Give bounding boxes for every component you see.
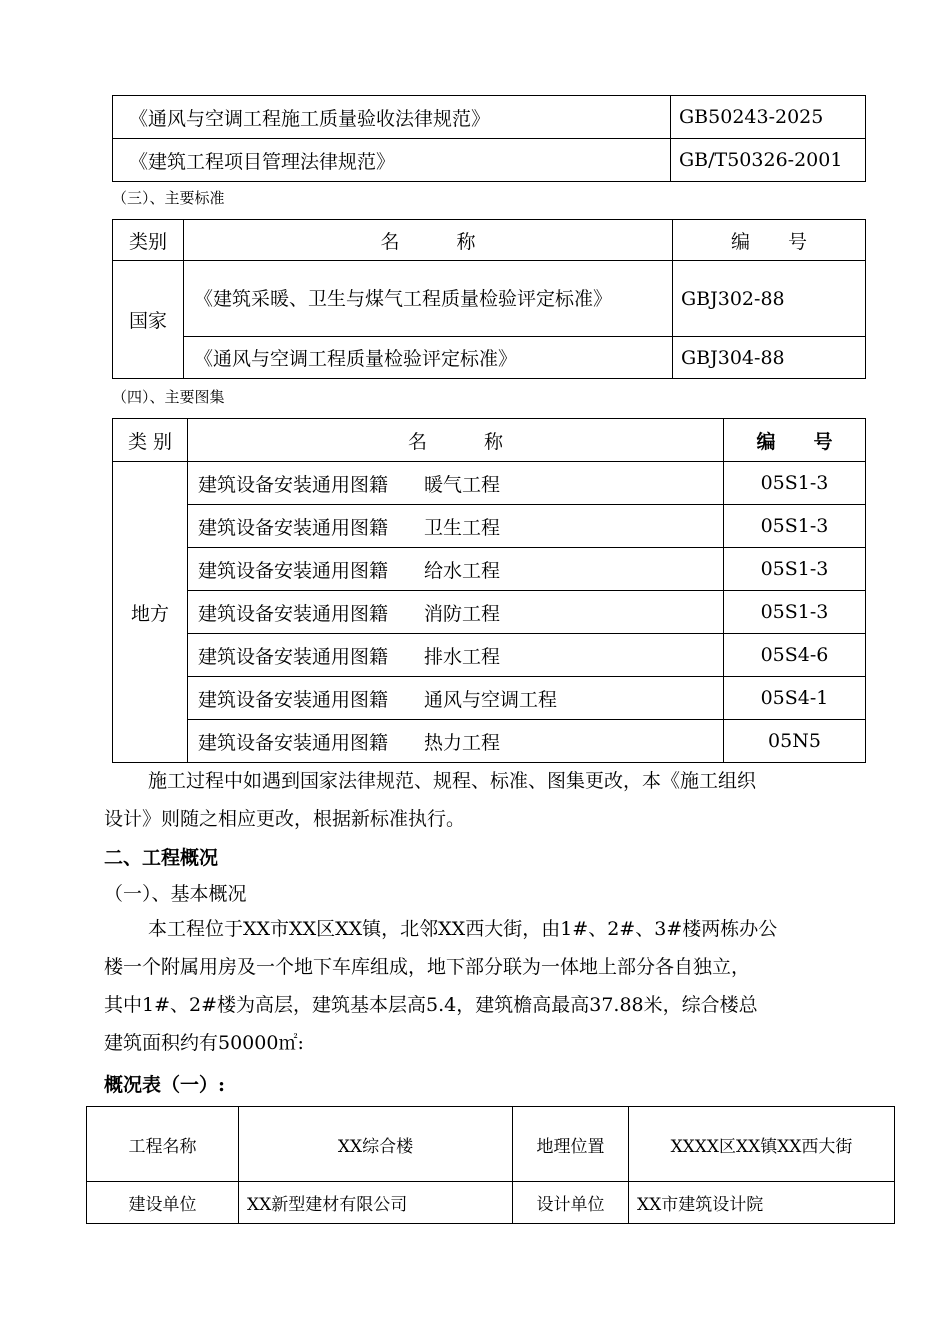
table-title: 概况表（一）:: [104, 1074, 226, 1096]
section4-title: （四）、主要图集: [112, 388, 225, 406]
table-header-row: [113, 419, 866, 462]
standard-name: 《通风与空调工程质量检验评定标准》: [184, 337, 673, 379]
overview-table: [86, 1106, 895, 1224]
table-header-row: [113, 220, 866, 261]
overview-line: 楼一个附属用房及一个地下车库组成，地下部分联为一体地上部分各自独立，: [104, 956, 751, 978]
table-row: [113, 261, 866, 337]
law-name: 《建筑工程项目管理法律规范》: [113, 139, 671, 182]
atlas-item: 给水工程: [424, 559, 501, 582]
change-note: [104, 762, 866, 838]
standard-code: GBJ304-88: [673, 337, 866, 379]
subsection-title: （一）、基本概况: [104, 883, 247, 905]
atlas-name: [188, 591, 724, 634]
atlas-item: 暖气工程: [424, 473, 501, 496]
category-cell: 国家: [113, 261, 184, 379]
header-name: 名 称: [184, 220, 673, 261]
atlas-name: [188, 462, 724, 505]
atlas-book: 建筑设备安装通用图籍: [198, 559, 389, 582]
atlas-item: 卫生工程: [424, 516, 501, 539]
atlas-item: 热力工程: [424, 731, 501, 754]
label-cell: 工程名称: [87, 1107, 239, 1182]
table-row: [87, 1182, 895, 1224]
header-category: 类 别: [113, 419, 188, 462]
atlas-name: [188, 505, 724, 548]
value-cell: XXXX区XX镇XX西大街: [629, 1107, 895, 1182]
table-row: [113, 96, 866, 139]
laws-table: [112, 95, 866, 182]
atlas-item: 通风与空调工程: [424, 688, 558, 711]
header-category: 类别: [113, 220, 184, 261]
atlas-code: 05S4-1: [724, 677, 866, 720]
atlas-book: 建筑设备安装通用图籍: [198, 688, 389, 711]
standard-name: 《建筑采暖、卫生与煤气工程质量检验评定标准》: [184, 261, 673, 337]
table-row: [113, 505, 866, 548]
law-code: GB50243-2025: [671, 96, 866, 139]
label-cell: 设计单位: [513, 1182, 629, 1224]
overview-line: 其中1#、2#楼为高层，建筑基本层高5.4，建筑檐高最高37.88米，综合楼总: [104, 994, 758, 1016]
table-row: [113, 634, 866, 677]
atlas-book: 建筑设备安装通用图籍: [198, 731, 389, 754]
atlas-code: 05S4-6: [724, 634, 866, 677]
table-row: [113, 548, 866, 591]
atlas-name: [188, 720, 724, 763]
header-code: 编 号: [673, 220, 866, 261]
atlas-book: 建筑设备安装通用图籍: [198, 516, 389, 539]
table-row: [113, 337, 866, 379]
overview-line: 建筑面积约有50000㎡:: [104, 1032, 304, 1054]
value-cell: XX综合楼: [239, 1107, 513, 1182]
atlas-code: 05N5: [724, 720, 866, 763]
atlas-item: 消防工程: [424, 602, 501, 625]
atlas-code: 05S1-3: [724, 591, 866, 634]
category-cell: 地方: [113, 462, 188, 763]
atlas-item: 排水工程: [424, 645, 501, 668]
atlas-code: 05S1-3: [724, 505, 866, 548]
standard-code: GBJ302-88: [673, 261, 866, 337]
atlas-code: 05S1-3: [724, 462, 866, 505]
change-note-line: 施工过程中如遇到国家法律规范、规程、标准、图集更改，本《施工组织: [148, 770, 757, 792]
change-note-line: 设计》则随之相应更改，根据新标准执行。: [104, 808, 466, 830]
atlas-table: [112, 418, 866, 763]
table-row: [113, 139, 866, 182]
table-row: [113, 720, 866, 763]
law-code: GB/T50326-2001: [671, 139, 866, 182]
atlas-name: [188, 548, 724, 591]
atlas-name: [188, 677, 724, 720]
label-cell: 建设单位: [87, 1182, 239, 1224]
law-name: 《通风与空调工程施工质量验收法律规范》: [113, 96, 671, 139]
standards-table: [112, 219, 866, 379]
overview-paragraph: [104, 910, 866, 1062]
table-row: [113, 591, 866, 634]
section3-title: （三）、主要标准: [112, 189, 225, 207]
atlas-code: 05S1-3: [724, 548, 866, 591]
label-cell: 地理位置: [513, 1107, 629, 1182]
table-row: [113, 677, 866, 720]
overview-line: 本工程位于XX市XX区XX镇，北邻XX西大街，由1#、2#、3#楼两栋办公: [148, 918, 778, 940]
section-heading: 二、工程概况: [104, 847, 219, 869]
atlas-book: 建筑设备安装通用图籍: [198, 473, 389, 496]
header-code: 编 号: [724, 419, 866, 462]
header-name: 名 称: [188, 419, 724, 462]
value-cell: XX市建筑设计院: [629, 1182, 895, 1224]
table-row: [113, 462, 866, 505]
atlas-book: 建筑设备安装通用图籍: [198, 645, 389, 668]
atlas-book: 建筑设备安装通用图籍: [198, 602, 389, 625]
table-row: [87, 1107, 895, 1182]
atlas-name: [188, 634, 724, 677]
value-cell: XX新型建材有限公司: [239, 1182, 513, 1224]
